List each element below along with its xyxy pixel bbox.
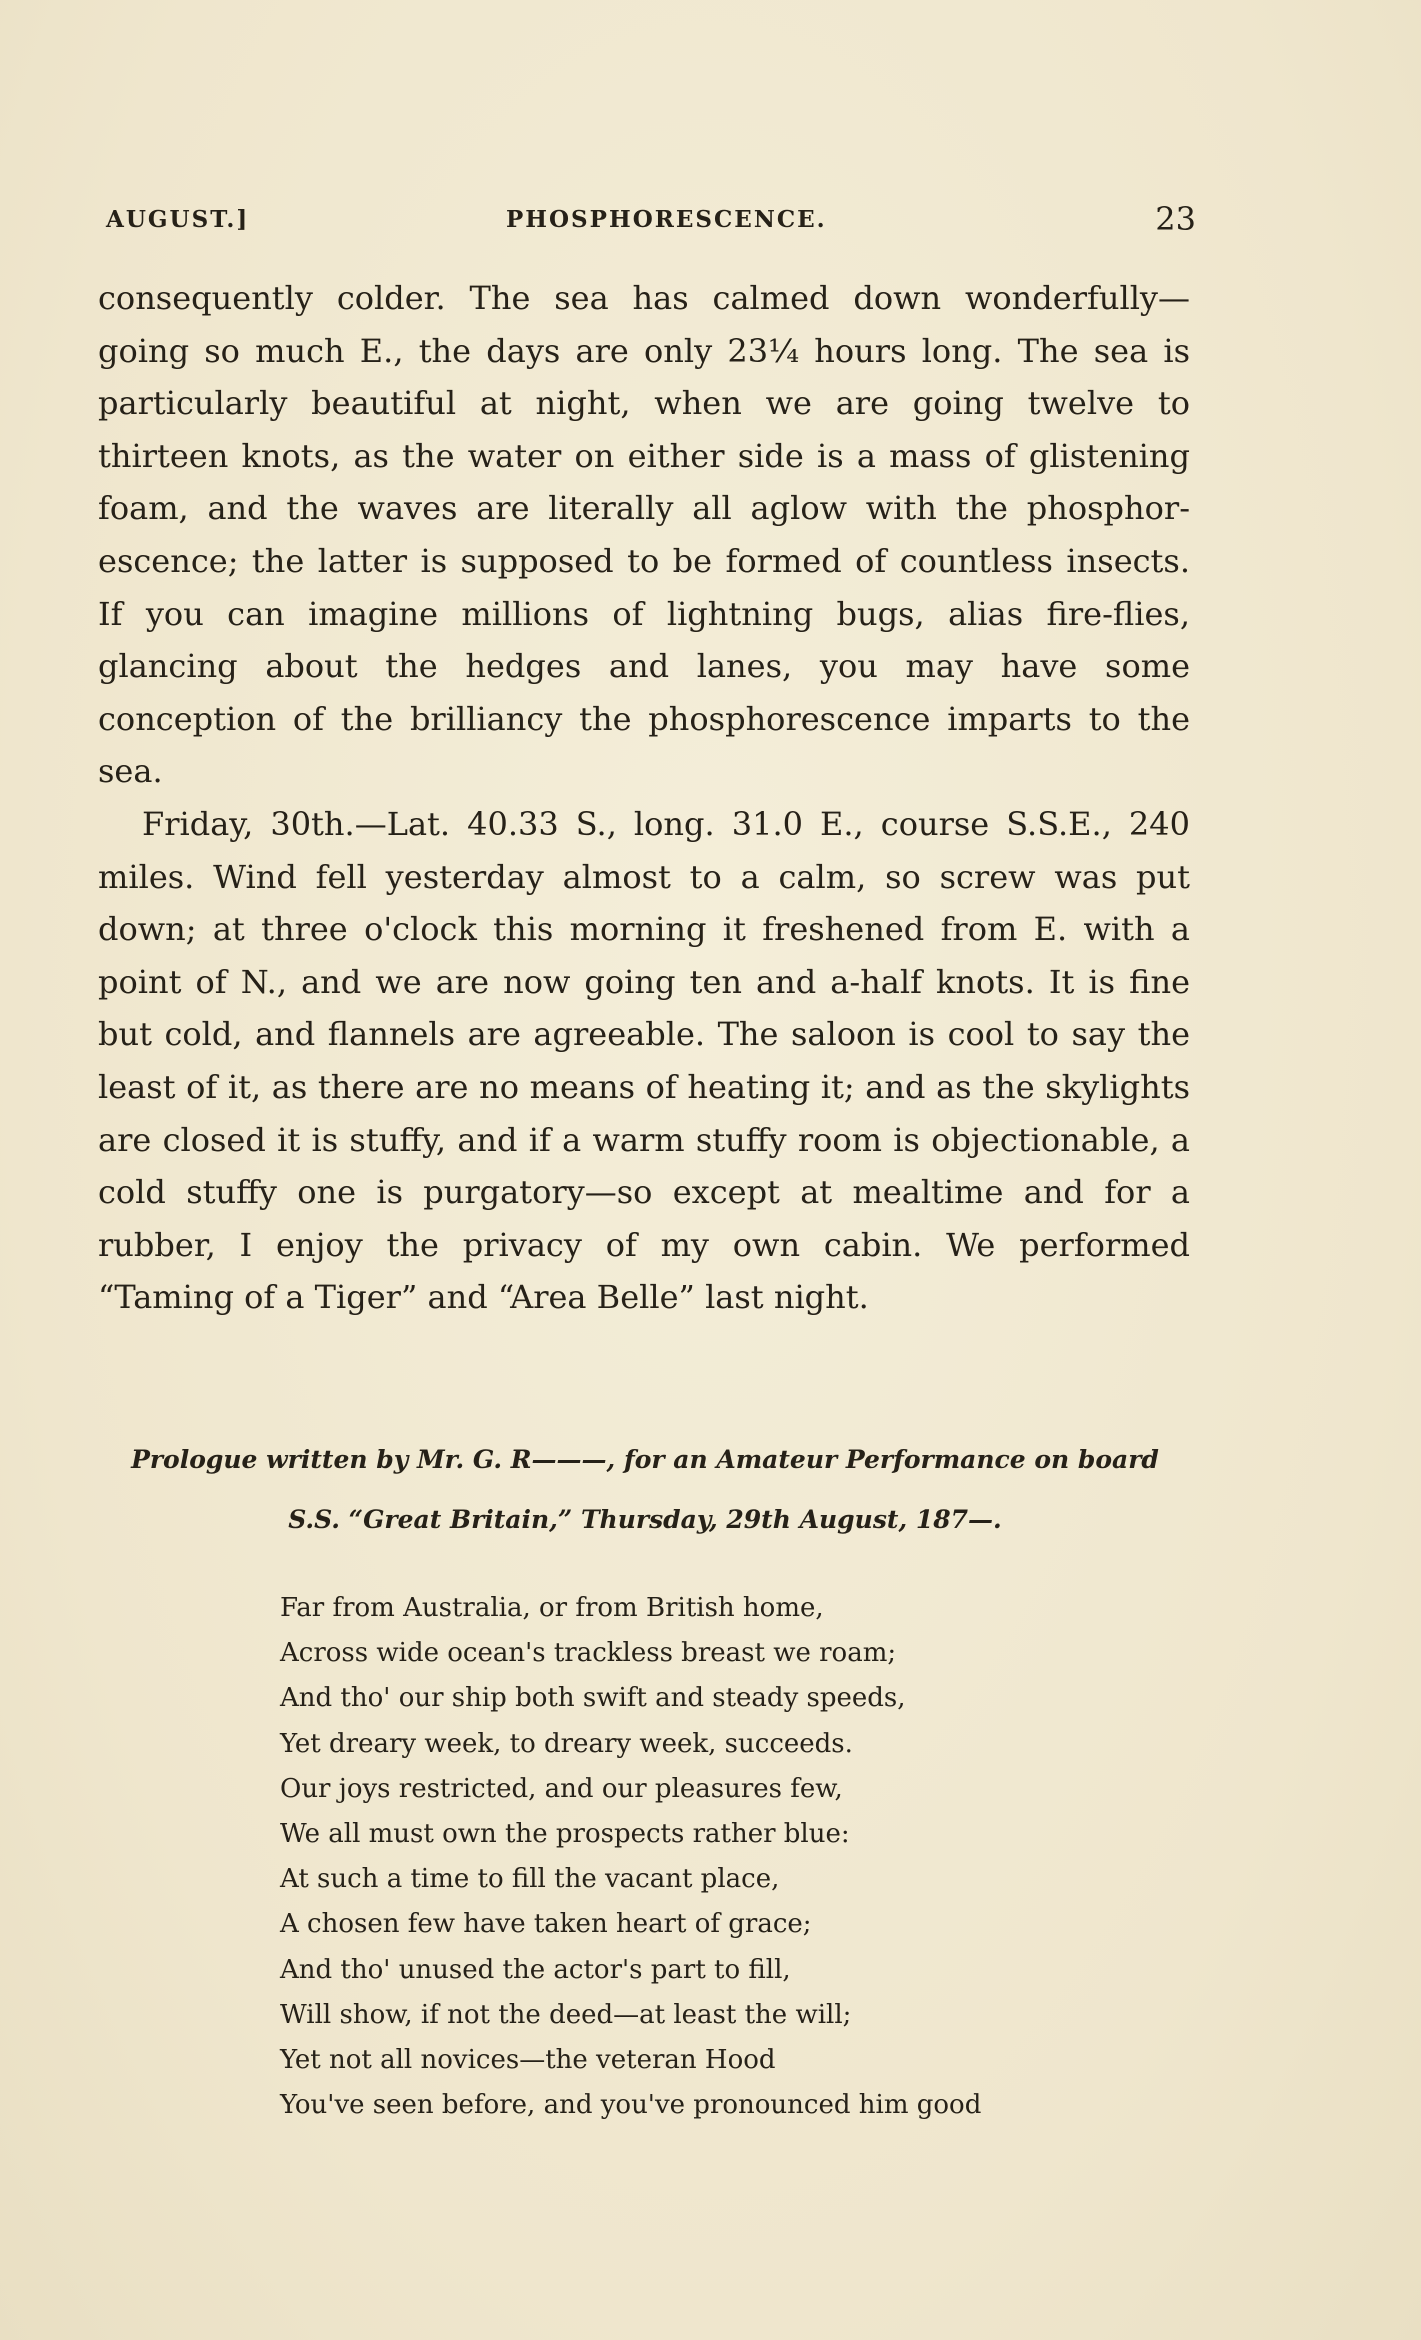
poem-line: A chosen few have taken heart of grace; [280,1909,812,1940]
prologue-heading [90,1430,1200,1550]
poem-line: Yet not all novices—the veteran Hood [280,2045,776,2076]
poem-line: And tho' our ship both swift and steady speeds, [280,1683,906,1714]
header-month: AUGUST.] [106,206,250,233]
poem-line: At such a time to fill the vacant place, [280,1864,780,1895]
prologue-line-2: S.S. “Great Britain,” Thursday, 29th August, 187—. [288,1505,1002,1534]
poem-line: Yet dreary week, to dreary week, succeeds. [280,1728,853,1759]
prologue-line-1: Prologue written by Mr. G. R———, for an Amateur Performance on board [131,1445,1159,1474]
poem-line: Far from Australia, or from British home, [280,1593,824,1623]
poem [280,1586,1100,2128]
poem-line: And tho' unused the actor's part to fill, [280,1954,791,1985]
poem-line: Will show, if not the deed—at least the will; [280,1999,852,2030]
header-title: PHOSPHORESCENCE. [506,206,827,233]
paragraph-2: Friday, 30th.—Lat. 40.33 S., long. 31.0 E., course S.S.E., 240 miles. Wind fell yesterday almost to a calm, so screw was put down; at three o'clock this morning it freshened from E. with a point of N., and we are now going ten and a-half knots. It is fine but cold, and flannels are agreeable. The saloon is cool to say the least of it, as there are no means of heating it; and as the skylights are closed it is stuffy, and if a warm stuffy room is objectionable, a cold stuffy one is purgatory—so except at mealtime and for a rubber, I enjoy the privacy of my own cabin. We performed “Taming of a Tiger” and “Area Belle” last night. [98,804,1190,1317]
poem-line: Our joys restricted, and our pleasures few, [280,1773,843,1804]
page-number: 23 [1155,200,1196,238]
running-header [106,200,1196,240]
poem-line: You've seen before, and you've pronounced him good [280,2090,982,2121]
poem-line: Across wide ocean's trackless breast we roam; [280,1638,897,1669]
paragraph-1: consequently colder. The sea has calmed down wonderfully— going so much E., the days are only 23¼ hours long. The sea is particularly beautiful at night, when we are going twelve to thirteen knots, as the water on either side is a mass of glistening foam, and the waves are literally all aglow with the phosphor- escence; the latter is supposed to be formed of countless insects. If you can imagine millions of lightning bugs, alias fire-flies, glancing about the hedges and lanes, you may have some conception of the brilliancy the phosphorescence imparts to the sea. [98,279,1190,791]
poem-line: We all must own the prospects rather blue: [280,1819,850,1850]
body-text [98,272,1190,1324]
